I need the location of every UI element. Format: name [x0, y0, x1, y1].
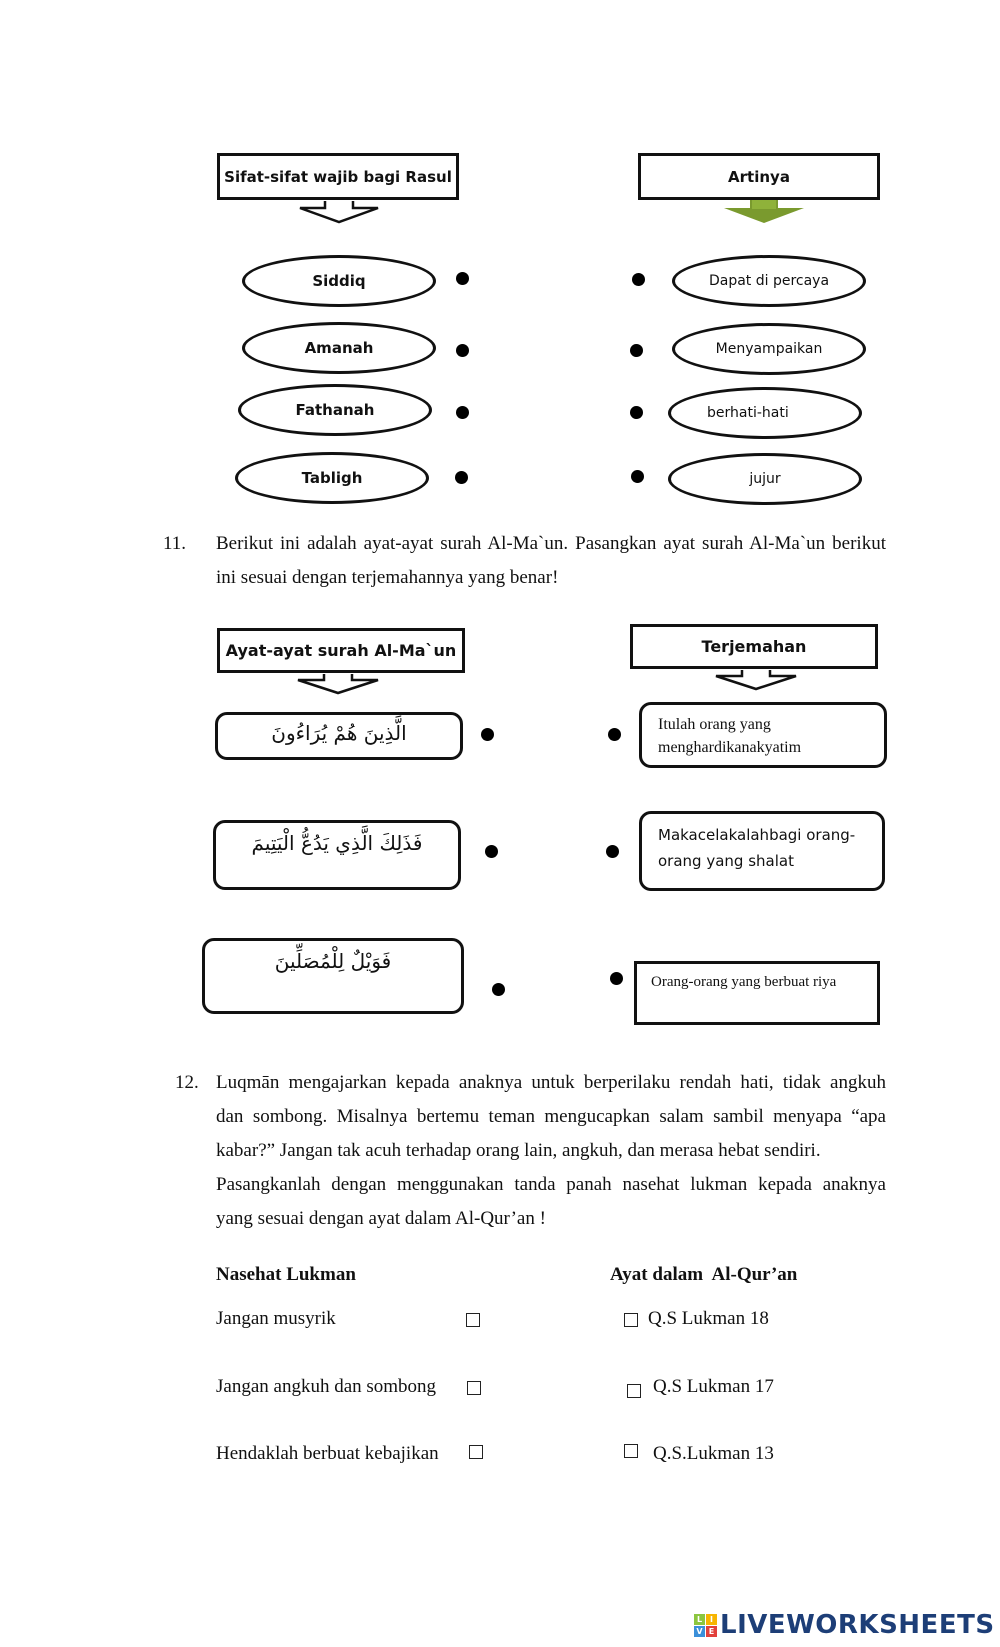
liveworksheets-logo[interactable]: [694, 1610, 995, 1640]
terjemahan-box: [639, 811, 885, 891]
checkbox-left[interactable]: [467, 1381, 481, 1395]
match-dot-left[interactable]: [492, 983, 505, 996]
match-dot-right[interactable]: [606, 845, 619, 858]
rasul-right-item: jujur: [668, 453, 862, 505]
question-12-line: Pasangkanlah dengan menggunakan tanda panah nasehat lukman kepada anaknya: [216, 1174, 886, 1195]
checkbox-right[interactable]: [624, 1444, 638, 1458]
arrow-down-icon: [722, 200, 806, 224]
nasehat-item: Hendaklah berbuat kebajikan: [216, 1443, 439, 1464]
match-dot-left[interactable]: [456, 272, 469, 285]
logo-tiles-icon: L I V E: [694, 1614, 717, 1637]
rasul-right-item: berhati-hati: [668, 387, 862, 439]
ayat-text: فَوَيْلٌ لِلْمُصَلِّينَ: [274, 949, 392, 973]
logo-text: LIVEWORKSHEETS: [720, 1610, 995, 1640]
almaun-left-header: Ayat-ayat surah Al-Ma`un: [217, 628, 465, 673]
ayat-quran-header: Ayat dalam Al-Qur’an: [610, 1264, 798, 1285]
match-dot-left[interactable]: [455, 471, 468, 484]
checkbox-right[interactable]: [624, 1313, 638, 1327]
rasul-left-item: Fathanah: [238, 384, 432, 436]
ayat-quran-item: Q.S Lukman 17: [653, 1376, 774, 1397]
nasehat-item: Jangan musyrik: [216, 1308, 336, 1329]
terjemahan-text: Orang-orang yang berbuat riya: [651, 974, 837, 990]
checkbox-left[interactable]: [466, 1313, 480, 1327]
terjemahan-text: Makacelakalahbagi orang-orang yang shalat: [658, 826, 856, 870]
checkbox-left[interactable]: [469, 1445, 483, 1459]
match-dot-left[interactable]: [481, 728, 494, 741]
ayat-quran-item: Q.S Lukman 18: [648, 1308, 769, 1329]
ayat-box: [213, 820, 461, 890]
nasehat-header: Nasehat Lukman: [216, 1264, 356, 1285]
rasul-right-item: Menyampaikan: [672, 323, 866, 375]
match-dot-left[interactable]: [456, 406, 469, 419]
ayat-box: [215, 712, 463, 760]
question-11-text: Berikut ini adalah ayat-ayat surah Al-Ma`un. Pasangkan ayat surah Al-Ma`un berikut ini sesuai dengan terjemahannya yang benar!: [216, 533, 886, 588]
rasul-left-header-label: Sifat-sifat wajib bagi Rasul: [224, 167, 452, 186]
question-12-line: dan sombong. Misalnya bertemu teman mengucapkan salam sambil menyapa “apa: [216, 1106, 886, 1127]
match-dot-right[interactable]: [610, 972, 623, 985]
arrow-down-icon: [298, 200, 380, 224]
match-dot-right[interactable]: [632, 273, 645, 286]
arrow-down-icon: [296, 673, 380, 695]
rasul-right-header-label: Artinya: [728, 167, 790, 186]
question-12-line: yang sesuai dengan ayat dalam Al-Qur’an !: [216, 1208, 546, 1229]
match-dot-right[interactable]: [631, 470, 644, 483]
nasehat-item: Jangan angkuh dan sombong: [216, 1376, 437, 1397]
terjemahan-text: Itulah orang yang menghardikanakyatim: [658, 716, 802, 756]
match-dot-right[interactable]: [630, 344, 643, 357]
ayat-text: فَذَلِكَ الَّذِي يَدُعُّ الْيَتِيمَ: [251, 831, 423, 855]
checkbox-right[interactable]: [627, 1384, 641, 1398]
rasul-right-item: Dapat di percaya: [672, 255, 866, 307]
ayat-quran-item: Q.S.Lukman 13: [653, 1443, 774, 1464]
ayat-box: [202, 938, 464, 1014]
question-12-line: Luqmān mengajarkan kepada anaknya untuk berperilaku rendah hati, tidak angkuh: [216, 1072, 886, 1093]
question-12-text: [216, 1066, 886, 1236]
match-dot-right[interactable]: [608, 728, 621, 741]
match-dot-right[interactable]: [630, 406, 643, 419]
rasul-left-header: [217, 153, 459, 200]
terjemahan-box: [639, 702, 887, 768]
terjemahan-box: [634, 961, 880, 1025]
terjemahan-header: Terjemahan: [630, 624, 878, 669]
question-11-number: 11.: [163, 533, 187, 554]
match-dot-left[interactable]: [485, 845, 498, 858]
rasul-right-header: [638, 153, 880, 200]
question-12-line: kabar?” Jangan tak acuh terhadap orang lain, angkuh, dan merasa hebat sendiri.: [216, 1140, 821, 1161]
match-dot-left[interactable]: [456, 344, 469, 357]
question-12-number: 12.: [175, 1072, 199, 1093]
ayat-text: الَّذِينَ هُمْ يُرَاءُونَ: [271, 721, 407, 745]
rasul-left-item: Tabligh: [235, 452, 429, 504]
rasul-left-item: Amanah: [242, 322, 436, 374]
rasul-left-item: Siddiq: [242, 255, 436, 307]
arrow-down-icon: [714, 669, 798, 691]
